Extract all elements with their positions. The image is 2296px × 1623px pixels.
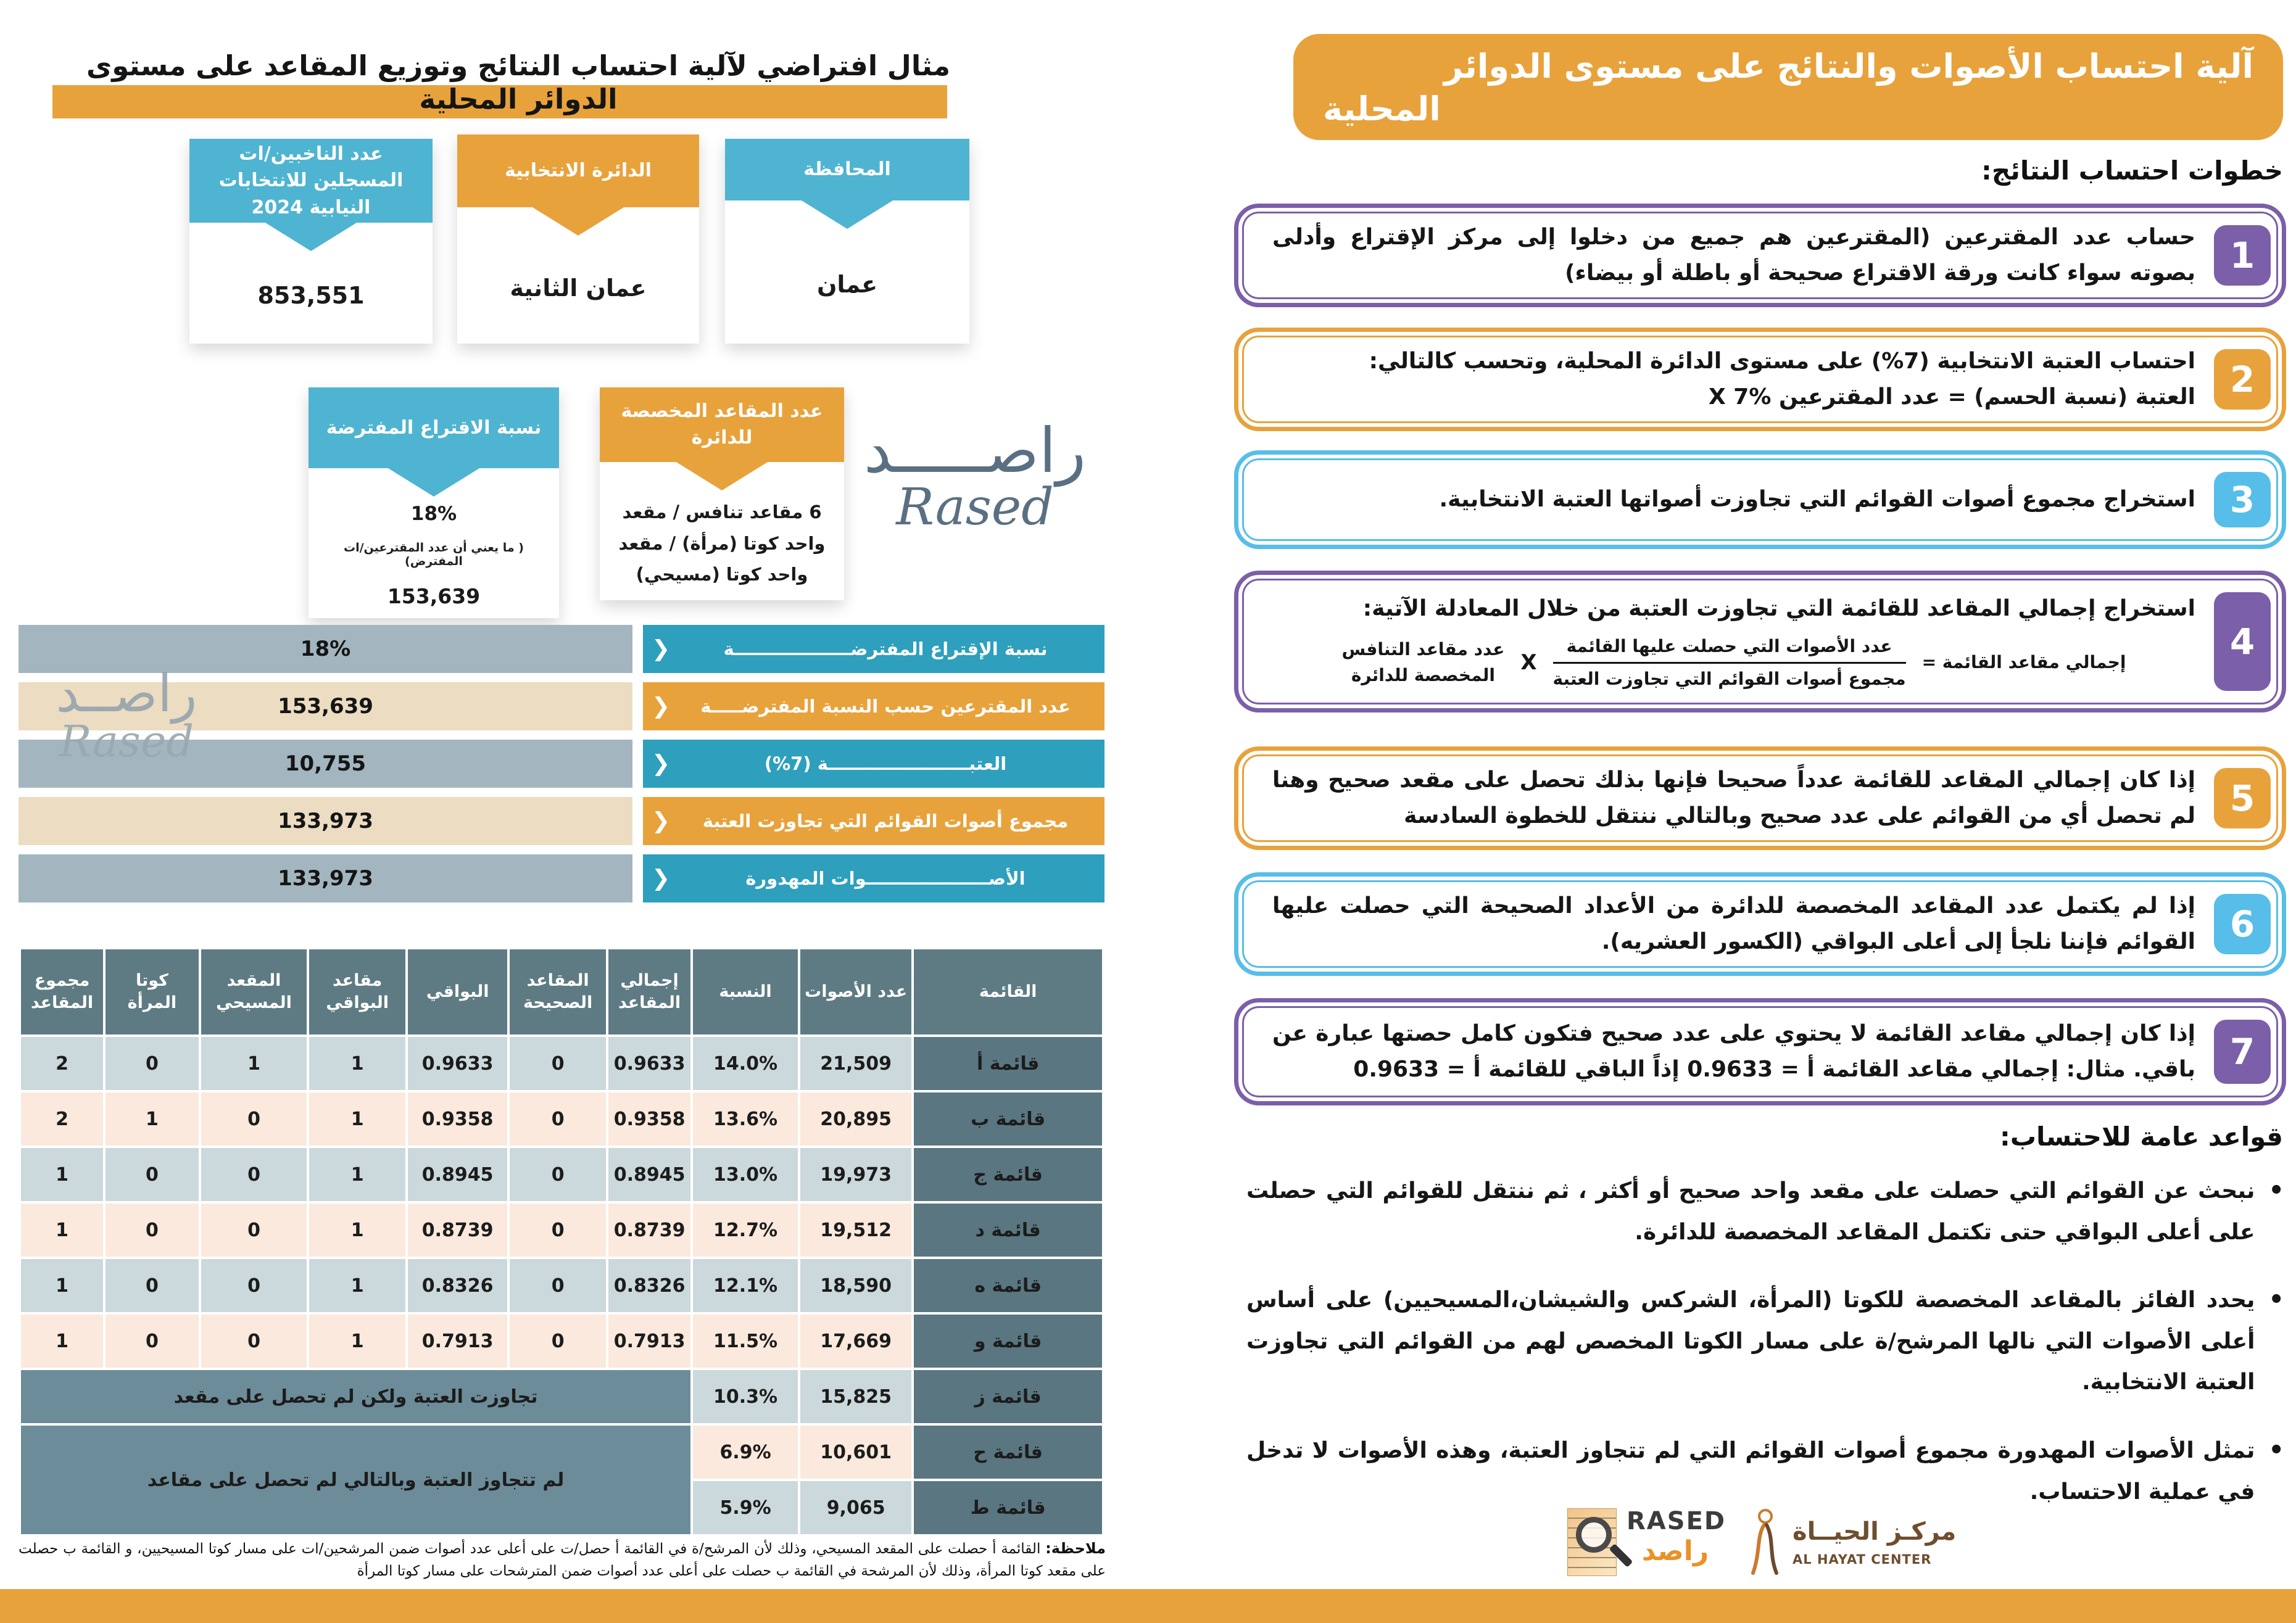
percent-cell: 12.7% bbox=[693, 1204, 798, 1257]
column-header: كوتا المرأة bbox=[106, 949, 199, 1035]
steps-list bbox=[1234, 0, 2286, 1110]
alhayat-logo bbox=[1746, 1506, 1956, 1579]
bar-value: 133,973 bbox=[19, 854, 632, 902]
step-number: 4 bbox=[2214, 592, 2271, 691]
data-cell: 0.8739 bbox=[608, 1204, 690, 1257]
steps-heading: خطوات احتساب النتائج: bbox=[1981, 155, 2283, 186]
data-cell: 1 bbox=[201, 1037, 307, 1090]
table-row bbox=[21, 1315, 1102, 1368]
list-name-cell: قائمة ه bbox=[914, 1259, 1102, 1312]
data-cell: 0 bbox=[201, 1148, 307, 1201]
list-name-cell: قائمة و bbox=[914, 1315, 1102, 1368]
step-box bbox=[1234, 204, 2286, 307]
percent-cell: 10.3% bbox=[693, 1370, 798, 1423]
turnout-count: 153,639 bbox=[387, 584, 481, 608]
table-header bbox=[21, 949, 1102, 1035]
step-text bbox=[1238, 754, 2282, 843]
votes-cell: 15,825 bbox=[800, 1370, 911, 1423]
votes-cell: 19,512 bbox=[800, 1204, 911, 1257]
example-title-block bbox=[37, 49, 1000, 123]
bar-value: 153,639 bbox=[19, 682, 632, 730]
logos bbox=[1567, 1505, 1956, 1579]
column-header: النسبة bbox=[693, 949, 798, 1035]
column-header: المقاعد الصحيحة bbox=[510, 949, 606, 1035]
card-header bbox=[725, 139, 969, 200]
summary-bar-row bbox=[19, 682, 1104, 730]
formula-operator: X bbox=[1520, 650, 1537, 675]
votes-cell: 10,601 bbox=[800, 1426, 911, 1479]
data-cell: 0 bbox=[106, 1204, 199, 1257]
data-cell: 0 bbox=[510, 1259, 606, 1312]
formula-numerator: عدد الأصوات التي حصلت عليها القائمة bbox=[1553, 634, 1906, 664]
step-box bbox=[1234, 746, 2286, 850]
merged-status-cell: تجاوزت العتبة ولكن لم تحصل على مقعد bbox=[21, 1370, 690, 1423]
rule-item bbox=[1246, 1171, 2284, 1253]
data-cell: 0.9358 bbox=[408, 1092, 507, 1146]
card-label: عدد المقاعد المخصصة للدائرة bbox=[621, 400, 823, 449]
data-cell: 0 bbox=[510, 1315, 606, 1368]
step-text bbox=[1238, 582, 2282, 700]
formula-lhs: إجمالي مقاعد القائمة = bbox=[1921, 652, 2126, 673]
card-label: الدائرة الانتخابية bbox=[505, 160, 652, 182]
data-cell: 0 bbox=[201, 1092, 307, 1146]
data-cell: 0.7913 bbox=[608, 1315, 690, 1368]
step-box bbox=[1234, 872, 2286, 976]
table-row bbox=[21, 1092, 1102, 1146]
bar-value: 18% bbox=[19, 625, 632, 673]
votes-cell: 9,065 bbox=[800, 1481, 911, 1534]
info-card-seats bbox=[600, 387, 844, 600]
bar-value: 10,755 bbox=[19, 740, 632, 788]
data-cell: 0 bbox=[106, 1259, 199, 1312]
card-header bbox=[457, 134, 699, 207]
chevron-left-icon: ❮ bbox=[652, 865, 671, 891]
merged-status-cell: لم تتجاوز العتبة وبالتالي لم تحصل على مقاعد bbox=[21, 1426, 690, 1534]
step-number: 6 bbox=[2214, 894, 2271, 954]
card-value: عمان bbox=[816, 271, 878, 298]
rule-item bbox=[1246, 1280, 2284, 1403]
data-cell: 1 bbox=[309, 1204, 405, 1257]
info-card-turnout bbox=[309, 387, 559, 618]
column-header: مجموع المقاعد bbox=[21, 949, 103, 1035]
step-formula bbox=[1272, 634, 2195, 692]
formula-factor: عدد مقاعد التنافس المخصصة للدائرة bbox=[1341, 639, 1505, 686]
votes-cell: 17,669 bbox=[800, 1315, 911, 1368]
card-value: عمان الثانية bbox=[510, 274, 647, 302]
info-card-governorate bbox=[725, 139, 969, 344]
votes-cell: 20,895 bbox=[800, 1092, 911, 1146]
table-row bbox=[21, 1370, 1102, 1423]
step-text-line: إذا كان إجمالي المقاعد للقائمة عدداً صحيحا فإنها بذلك تحصل على مقعد صحيح وهنا لم تحصل أي من القوائم على عدد صحيح وبالتالي ننتقل للخطوة السادسة bbox=[1272, 767, 2195, 828]
step-box bbox=[1234, 998, 2286, 1105]
card-header bbox=[600, 387, 844, 462]
card-label: نسبة الاقتراع المفترضة bbox=[326, 416, 542, 439]
data-cell: 2 bbox=[21, 1092, 103, 1146]
list-name-cell: قائمة ط bbox=[914, 1481, 1102, 1534]
votes-cell: 18,590 bbox=[800, 1259, 911, 1312]
alhayat-logo-text-ar: مركـز الحيــاة bbox=[1792, 1518, 1957, 1546]
person-figure-icon bbox=[1746, 1508, 1784, 1577]
example-title: مثال افتراضي لآلية احتساب النتائج وتوزيع المقاعد على مستوى الدوائر المحلية bbox=[86, 49, 950, 115]
data-cell: 1 bbox=[21, 1259, 103, 1312]
card-header bbox=[189, 139, 433, 223]
data-cell: 0 bbox=[201, 1259, 307, 1312]
bar-label-text: الأصــــــــــــــــــــوات المهدورة bbox=[745, 868, 1026, 889]
percent-cell: 12.1% bbox=[693, 1259, 798, 1312]
step-text-line: إذا لم يكتمل عدد المقاعد المخصصة للدائرة من الأعداد الصحيحة التي حصلت عليها القوائم فإننا نلجأ إلى أعلى البواقي (الكسور العشريه). bbox=[1272, 893, 2195, 954]
rules-list bbox=[1246, 1171, 2284, 1540]
step-box bbox=[1234, 571, 2286, 712]
summary-bar-row bbox=[19, 854, 1104, 902]
chevron-left-icon: ❮ bbox=[652, 636, 671, 662]
list-name-cell: قائمة أ bbox=[914, 1037, 1102, 1090]
step-text bbox=[1238, 1007, 2282, 1097]
main-title-line1: آلية احتساب الأصوات والنتائج على مستوى الدوائر bbox=[1443, 47, 2253, 86]
data-cell: 0.9633 bbox=[608, 1037, 690, 1090]
data-cell: 0 bbox=[510, 1092, 606, 1146]
list-name-cell: قائمة ز bbox=[914, 1370, 1102, 1423]
watermark-arabic: راصــد bbox=[56, 663, 197, 724]
data-cell: 0 bbox=[510, 1204, 606, 1257]
data-cell: 0 bbox=[106, 1148, 199, 1201]
step-text bbox=[1238, 880, 2282, 969]
votes-cell: 21,509 bbox=[800, 1037, 911, 1090]
table-row bbox=[21, 1037, 1102, 1090]
percent-cell: 14.0% bbox=[693, 1037, 798, 1090]
rased-logo-text-ar: راصد bbox=[1641, 1535, 1709, 1567]
summary-bar-row bbox=[19, 797, 1104, 845]
turnout-percent: 18% bbox=[410, 503, 457, 525]
rules-heading: قواعد عامة للاحتساب: bbox=[2000, 1121, 2283, 1152]
step-text bbox=[1238, 211, 2282, 300]
rule-text: يحدد الفائز بالمقاعد المخصصة للكوتا (المرأة، الشركس والشيشان،المسيحيين) على أساس أعلى الأصوات التي نالها المرشح/ة على مسار الكوتا المخصص لهم من القوائم التي تجاوزت العتبة الانتخابية. bbox=[1246, 1287, 2255, 1395]
data-cell: 0 bbox=[106, 1037, 199, 1090]
data-cell: 0 bbox=[201, 1315, 307, 1368]
card-value: 853,551 bbox=[257, 282, 365, 309]
table-row bbox=[21, 1426, 1102, 1479]
card-value: 6 مقاعد تنافس / مقعد واحد كوتا (مرأة) / مقعد واحد كوتا (مسيحي) bbox=[618, 501, 826, 585]
turnout-note: ( ما يعني أن عدد المقترعين/ات المفترض) bbox=[344, 541, 524, 568]
data-cell: 1 bbox=[309, 1092, 405, 1146]
footnote-text: القائمة أ حصلت على المقعد المسيحي، وذلك لأن المرشح/ة في القائمة أ حصل/ت على أعلى عدد أصوات ضمن المرشحين/ات على مسار كوتا المسيحيين، و القائمة ب حصلت على مقعد كوتا المرأة، وذلك لأن المرشحة في القائمة ب حصلت على أعلى عدد أصوات ضمن المترشحات على مسار كوتا المرأة bbox=[19, 1541, 1106, 1579]
alhayat-logo-text-en: AL HAYAT CENTER bbox=[1792, 1552, 1932, 1567]
info-card-registered-voters bbox=[189, 139, 433, 344]
formula-fraction bbox=[1553, 634, 1906, 692]
step-box bbox=[1234, 328, 2286, 431]
rased-logo bbox=[1567, 1506, 1725, 1579]
bar-label-text: عدد المقترعين حسب النسبة المفترضـــــة bbox=[700, 696, 1071, 717]
step-text-line: استخراج مجموع أصوات القوائم التي تجاوزت أصواتها العتبة الانتخابية. bbox=[1439, 486, 2195, 512]
bullet-icon: • bbox=[2268, 1435, 2284, 1464]
step-text-line: حساب عدد المقترعين (المقترعين هم جميع من دخلوا إلى مركز الإقتراع وأدلى بصوته سواء كانت ورقة الاقتراع صحيحة أو باطلة أو بيضاء) bbox=[1272, 224, 2195, 286]
column-header: القائمة bbox=[914, 949, 1102, 1035]
summary-bars bbox=[19, 625, 1104, 912]
step-text bbox=[1238, 335, 2282, 424]
percent-cell: 13.6% bbox=[693, 1092, 798, 1146]
data-cell: 0.7913 bbox=[408, 1315, 507, 1368]
rased-wordmark bbox=[858, 415, 1092, 537]
bar-label-text: العتبـــــــــــــــــــــــة (7%) bbox=[764, 753, 1007, 774]
data-cell: 0 bbox=[201, 1204, 307, 1257]
votes-cell: 19,973 bbox=[800, 1148, 911, 1201]
data-cell: 1 bbox=[309, 1259, 405, 1312]
bar-value: 133,973 bbox=[19, 797, 632, 845]
data-cell: 0 bbox=[510, 1148, 606, 1201]
data-cell: 1 bbox=[21, 1315, 103, 1368]
rule-item bbox=[1246, 1431, 2284, 1513]
column-header: إجمالي المقاعد bbox=[608, 949, 690, 1035]
card-header bbox=[309, 387, 559, 468]
step-text bbox=[1238, 473, 2282, 526]
percent-cell: 11.5% bbox=[693, 1315, 798, 1368]
data-cell: 1 bbox=[309, 1315, 405, 1368]
list-name-cell: قائمة ب bbox=[914, 1092, 1102, 1146]
data-cell: 0.8739 bbox=[408, 1204, 507, 1257]
step-number: 5 bbox=[2214, 768, 2271, 828]
data-cell: 0.9358 bbox=[608, 1092, 690, 1146]
watermark-latin: Rased bbox=[59, 716, 194, 767]
bar-label bbox=[643, 740, 1104, 788]
step-number: 2 bbox=[2214, 349, 2271, 410]
bar-label bbox=[643, 854, 1104, 902]
magnifier-icon bbox=[1576, 1517, 1631, 1572]
column-header: عدد الأصوات bbox=[800, 949, 911, 1035]
percent-cell: 6.9% bbox=[693, 1426, 798, 1479]
rased-wordmark-arabic: راصـــــد bbox=[864, 415, 1086, 487]
data-cell: 1 bbox=[21, 1148, 103, 1201]
bar-label-text: نسبة الإقتراع المفترضـــــــــــــــــــة bbox=[723, 638, 1048, 659]
percent-cell: 5.9% bbox=[693, 1481, 798, 1534]
data-cell: 1 bbox=[309, 1037, 405, 1090]
data-cell: 0.8326 bbox=[608, 1259, 690, 1312]
summary-bar-row bbox=[19, 625, 1104, 673]
data-cell: 0.8945 bbox=[608, 1148, 690, 1201]
list-name-cell: قائمة ح bbox=[914, 1426, 1102, 1479]
info-card-district bbox=[457, 134, 699, 344]
table-row bbox=[21, 1148, 1102, 1201]
step-box bbox=[1234, 450, 2286, 549]
data-cell: 1 bbox=[106, 1092, 199, 1146]
bullet-icon: • bbox=[2268, 1286, 2284, 1315]
card-label: عدد الناخبين/ات المسجلين للانتخابات النيابية 2024 bbox=[218, 142, 404, 218]
main-title-line2: المحلية bbox=[1323, 89, 1441, 129]
column-header: مقاعد البواقي bbox=[309, 949, 405, 1035]
step-text-line2: العتبة (نسبة الحسم) = عدد المقترعين X 7% bbox=[1709, 384, 2195, 410]
data-cell: 0 bbox=[106, 1315, 199, 1368]
chevron-left-icon: ❮ bbox=[652, 808, 671, 834]
data-cell: 1 bbox=[21, 1204, 103, 1257]
table-row bbox=[21, 1204, 1102, 1257]
rule-text: تمثل الأصوات المهدورة مجموع أصوات القوائم التي لم تتجاوز العتبة، وهذه الأصوات لا تدخل في عملية الاحتساب. bbox=[1246, 1437, 2255, 1505]
bar-label bbox=[643, 797, 1104, 845]
list-name-cell: قائمة د bbox=[914, 1204, 1102, 1257]
data-cell: 0.8326 bbox=[408, 1259, 507, 1312]
summary-bar-row bbox=[19, 740, 1104, 788]
footer-bar bbox=[0, 1589, 2296, 1623]
data-cell: 2 bbox=[21, 1037, 103, 1090]
rased-logo-text-en: RASED bbox=[1627, 1507, 1726, 1535]
data-cell: 1 bbox=[309, 1148, 405, 1201]
step-number: 3 bbox=[2214, 472, 2271, 527]
step-text-line: احتساب العتبة الانتخابية (7%) على مستوى الدائرة المحلية، وتحسب كالتالي: bbox=[1369, 348, 2195, 374]
results-table bbox=[19, 947, 1104, 1537]
bullet-icon: • bbox=[2268, 1176, 2284, 1205]
chevron-left-icon: ❮ bbox=[652, 693, 671, 719]
bar-label bbox=[643, 682, 1104, 730]
column-header: المقعد المسيحي bbox=[201, 949, 307, 1035]
chevron-left-icon: ❮ bbox=[652, 751, 671, 777]
footnote bbox=[19, 1537, 1106, 1582]
data-cell: 0 bbox=[510, 1037, 606, 1090]
rased-wordmark-latin: Rased bbox=[896, 478, 1054, 537]
data-cell: 0.9633 bbox=[408, 1037, 507, 1090]
column-header: البواقي bbox=[408, 949, 507, 1035]
step-text-line: إذا كان إجمالي مقاعد القائمة لا يحتوي على عدد صحيح فتكون كامل حصتها عبارة عن باقي. مثال: إجمالي مقاعد القائمة أ = 0.9633 إذاً الباقي للقائمة أ = 0.9633 bbox=[1272, 1020, 2195, 1082]
percent-cell: 13.0% bbox=[693, 1148, 798, 1201]
footnote-label: ملاحظة: bbox=[1045, 1540, 1106, 1557]
bar-label bbox=[643, 625, 1104, 673]
card-label: المحافظة bbox=[803, 159, 891, 181]
data-cell: 0.8945 bbox=[408, 1148, 507, 1201]
step-text-line: استخراج إجمالي المقاعد للقائمة التي تجاوزت العتبة من خلال المعادلة الآتية: bbox=[1362, 596, 2195, 622]
bar-label-text: مجموع أصوات القوائم التي تجاوزت العتبة bbox=[702, 811, 1069, 832]
formula-denominator: مجموع أصوات القوائم التي تجاوزت العتبة bbox=[1552, 668, 1906, 689]
table-body bbox=[21, 1037, 1102, 1534]
list-name-cell: قائمة ج bbox=[914, 1148, 1102, 1201]
table-row bbox=[21, 1259, 1102, 1312]
step-number: 1 bbox=[2214, 225, 2271, 286]
step-number: 7 bbox=[2214, 1020, 2271, 1084]
rule-text: نبحث عن القوائم التي حصلت على مقعد واحد صحيح أو أكثر ، ثم ننتقل للقوائم التي حصلت على أعلى البواقي حتى تكتمل المقاعد المخصصة للدائرة. bbox=[1246, 1178, 2255, 1245]
